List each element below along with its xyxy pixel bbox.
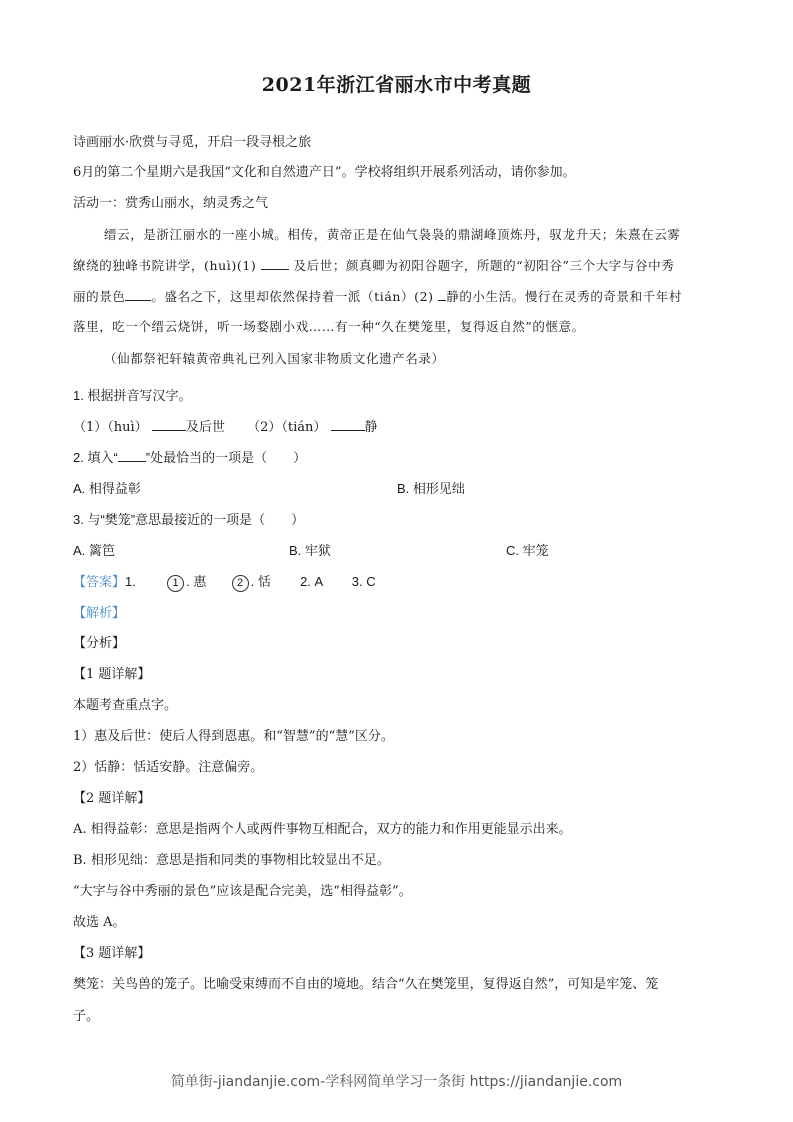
passage-text: 缭绕的独峰书院讲学，(huì)(1) xyxy=(73,258,257,273)
activity-title: 活动一：赏秀山丽水，纳灵秀之气 xyxy=(73,196,269,211)
question-1-subitems xyxy=(73,418,378,437)
sub-a-prefix: （1）（huì） xyxy=(73,420,148,435)
question-3-option-c: C. 牢笼 xyxy=(506,543,549,558)
answer-tag: 【答案】 xyxy=(73,574,126,589)
passage-note: （仙都祭祀轩辕黄帝典礼已列入国家非物质文化遗产名录） xyxy=(104,351,445,366)
passage-line-4: 落里，吃一个缙云烧饼，听一场婺剧小戏……有一种“久在樊笼里，复得返自然”的惬意。 xyxy=(73,319,585,334)
q1-detail-line: 本题考查重点字。 xyxy=(73,698,178,713)
circled-number-2: 2 xyxy=(232,575,249,592)
answer-q1-a: . 惠 xyxy=(186,574,207,589)
q2-detail-line: B. 相形见绌：意思是指和同类的事物相比较显出不足。 xyxy=(73,853,390,868)
answer-q1-label: 1. xyxy=(125,574,136,589)
q1-detail-header: 【1 题详解】 xyxy=(73,667,151,682)
answer-blank-2 xyxy=(331,418,365,431)
q2-detail-line: “大字与谷中秀丽的景色”应该是配合完美，选“相得益彰”。 xyxy=(73,884,412,899)
answer-q1-b: . 恬 xyxy=(250,574,271,589)
passage-line-2 xyxy=(73,257,674,275)
intro-subtitle: 诗画丽水·欣赏与寻觅，开启一段寻根之旅 xyxy=(73,135,312,150)
q2-detail-header: 【2 题详解】 xyxy=(73,791,151,806)
q2-detail-line: 故选 A。 xyxy=(73,915,126,930)
answer-q3: 3. C xyxy=(351,574,376,589)
answer-line xyxy=(73,573,376,592)
question-2-option-a: A. 相得益彰 xyxy=(73,481,141,496)
sub-b-prefix: （2）（tián） xyxy=(247,420,327,435)
q3-detail-line: 樊笼：关鸟兽的笼子。比喻受束缚而不自由的境地。结合“久在樊笼里，复得返自然”，可知是牢笼、笼 xyxy=(73,977,659,992)
stem-part: ”处最恰当的一项是（ ） xyxy=(145,450,307,465)
question-3-stem: 3. 与“樊笼”意思最接近的一项是（ ） xyxy=(73,512,305,527)
analysis-fenxi: 【分析】 xyxy=(73,636,126,651)
footer-watermark: 简单街-jiandanjie.com-学科网简单学习一条街 https://jiandanjie.com xyxy=(170,1074,623,1090)
q3-detail-line: 子。 xyxy=(73,1009,100,1024)
question-3-option-a: A. 篱笆 xyxy=(73,543,115,558)
stem-part: 2. 填入“ xyxy=(73,450,118,465)
question-2-stem xyxy=(73,449,306,467)
q1-detail-line: 1）惠及后世：使后人得到恩惠。和“智慧”的“慧”区分。 xyxy=(73,729,394,744)
intro-event-note: 6月的第二个星期六是我国“文化和自然遗产日”。学校将组织开展系列活动，请你参加。 xyxy=(73,165,576,180)
question-1-stem: 1. 根据拼音写汉字。 xyxy=(73,388,192,403)
q1-detail-line: 2）恬静：恬适安静。注意偏旁。 xyxy=(73,760,264,775)
sub-b-suffix: 静 xyxy=(364,420,378,435)
passage-line-3 xyxy=(73,288,682,306)
fill-blank-1 xyxy=(261,257,289,270)
q2-detail-line: A. 相得益彰：意思是指两个人或两件事物互相配合，双方的能力和作用更能显示出来。 xyxy=(73,822,572,837)
passage-text: 静的小生活。慢行在灵秀的奇景和千年村 xyxy=(446,289,683,304)
passage-text: 丽的景色 xyxy=(73,289,126,304)
passage-line-1: 缙云，是浙江丽水的一座小城。相传，黄帝正是在仙气袅袅的鼎湖峰顶炼丹，驭龙升天；朱熹在云雾 xyxy=(104,227,681,242)
q3-detail-header: 【3 题详解】 xyxy=(73,946,151,961)
stem-blank xyxy=(118,449,146,462)
analysis-tag: 【解析】 xyxy=(73,605,126,620)
circled-number-1: 1 xyxy=(167,575,184,592)
passage-text: 。盛名之下，这里却依然保持着一派（tián）(2) xyxy=(151,289,434,304)
question-3-option-b: B. 牢狱 xyxy=(289,543,331,558)
question-2-option-b: B. 相形见绌 xyxy=(397,481,465,496)
sub-a-suffix: 及后世 xyxy=(185,420,225,435)
passage-text: 及后世；颜真卿为初阳谷题字，所题的“初阳谷”三个大字与谷中秀 xyxy=(293,258,675,273)
answer-q2: 2. A xyxy=(300,574,323,589)
answer-blank-1 xyxy=(152,418,186,431)
fill-blank-main xyxy=(125,288,151,301)
page-title: 2021年浙江省丽水市中考真题 xyxy=(261,74,532,96)
